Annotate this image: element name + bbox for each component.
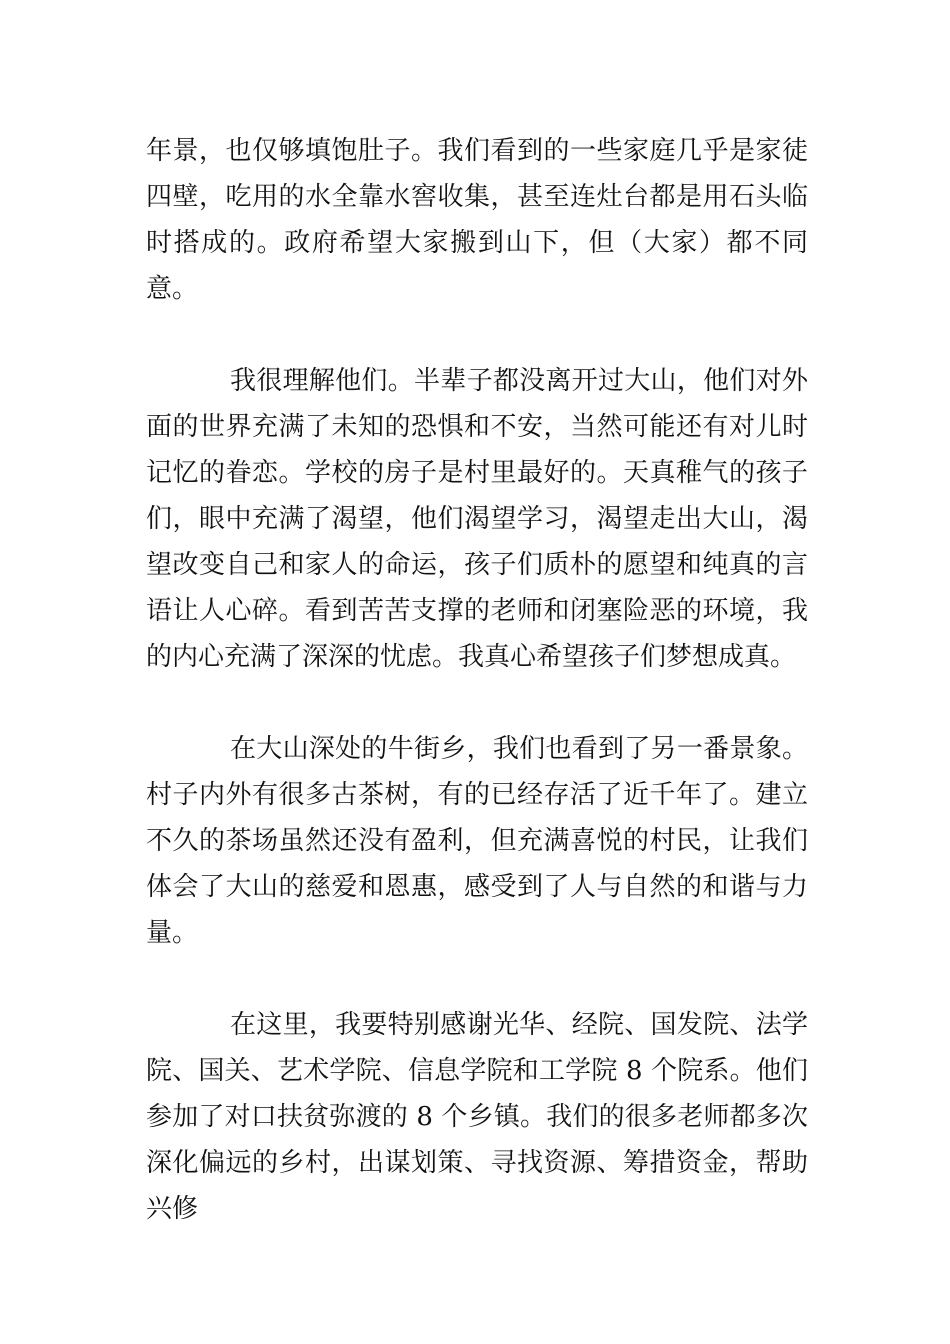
paragraph-continuation: 年景，也仅够填饱肚子。我们看到的一些家庭几乎是家徒四壁，吃用的水全靠水窖收集，甚至连灶台都是用石头临时搭成的。政府希望大家搬到山下，但（大家）都不同意。	[146, 136, 808, 304]
paragraph-understanding: 我很理解他们。半辈子都没离开过大山，他们对外面的世界充满了未知的恐惧和不安，当然可能还有对儿时记忆的眷恋。学校的房子是村里最好的。天真稚气的孩子们，眼中充满了渴望，他们渴望学习，渴望走出大山，渴望改变自己和家人的命运，孩子们质朴的愿望和纯真的言语让人心碎。看到苦苦支撑的老师和闭塞险恶的环境，我的内心充满了深深的忧虑。我真心希望孩子们梦想成真。	[146, 366, 808, 672]
paragraph-niujie-township: 在大山深处的牛街乡，我们也看到了另一番景象。村子内外有很多古茶树，有的已经存活了近千年了。建立不久的茶场虽然还没有盈利，但充满喜悦的村民，让我们体会了大山的慈爱和恩惠，感受到了人与自然的和谐与力量。	[146, 734, 808, 948]
paragraph-acknowledgements: 在这里，我要特别感谢光华、经院、国发院、法学院、国关、艺术学院、信息学院和工学院 8 个院系。他们参加了对口扶贫弥渡的 8 个乡镇。我们的很多老师都多次深化偏远的乡村，出谋划策、寻找资源、筹措资金，帮助兴修	[146, 1010, 808, 1224]
document-body	[146, 128, 808, 1232]
